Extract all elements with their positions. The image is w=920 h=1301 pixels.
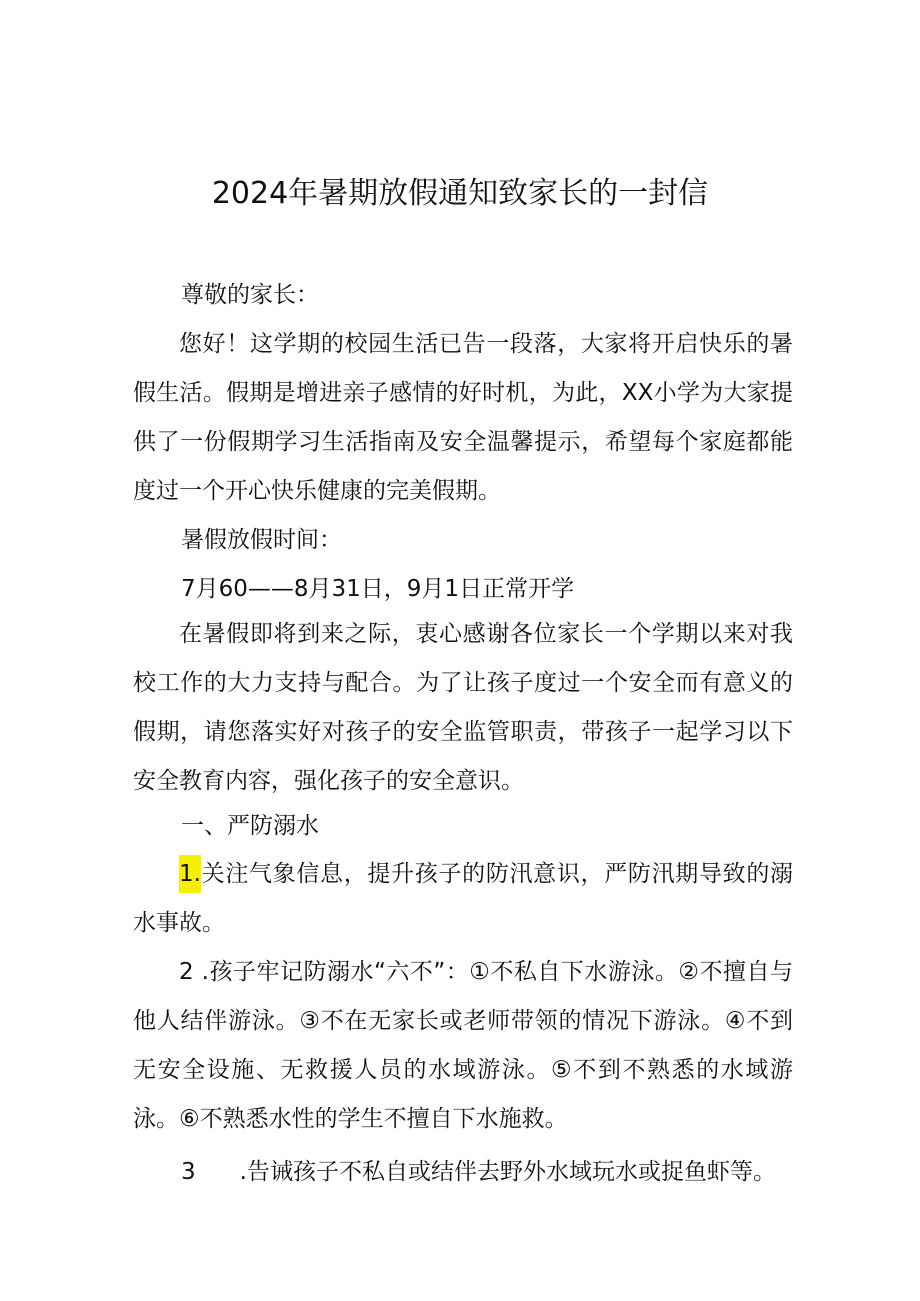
item-1-number: 1. [179,855,201,893]
item-3-number: 3 [181,1159,196,1185]
holiday-time-heading: 暑假放假时间： [181,527,342,553]
item-1-paragraph [133,850,793,948]
greeting-paragraph: 您好！这学期的校园生活已告一段落，大家将开启快乐的暑假生活。假期是增进亲子感情的好时机，为此，XX小学为大家提供了一份假期学习生活指南及安全温馨提示，希望每个家庭都能度过一个开心快乐健康的完美假期。 [133,331,793,504]
item-3-text: .告诫孩子不私自或结伴去野外水域玩水或捉鱼虾等。 [239,1159,776,1185]
item-3-paragraph [181,1148,776,1197]
salutation: 尊敬的家长： [181,282,319,308]
holiday-time: 7月60——8月31日，9月1日正常开学 [181,576,575,602]
item-1-text: 关注气象信息，提升孩子的防汛意识，严防汛期导致的溺水事故。 [133,861,793,936]
item-2-paragraph [133,948,793,1144]
section-heading-drowning: 一、严防溺水 [181,813,319,839]
document-title: 2024年暑期放假通知致家长的一封信 [211,176,709,211]
intro-paragraph: 在暑假即将到来之际，衷心感谢各位家长一个学期以来对我校工作的大力支持与配合。为了让孩子度过一个安全而有意义的假期，请您落实好对孩子的安全监管职责，带孩子一起学习以下安全教育内容，强化孩子的安全意识。 [133,621,793,794]
item-2-text: .孩子牢记防溺水“六不”：①不私自下水游泳。②不擅自与他人结伴游泳。③不在无家长或老师带领的情况下游泳。④不到无安全设施、无救援人员的水域游泳。⑤不到不熟悉的水域游泳。⑥不熟悉水性的学生不擅自下水施救。 [133,959,793,1132]
item-2-number: 2 [179,959,194,985]
